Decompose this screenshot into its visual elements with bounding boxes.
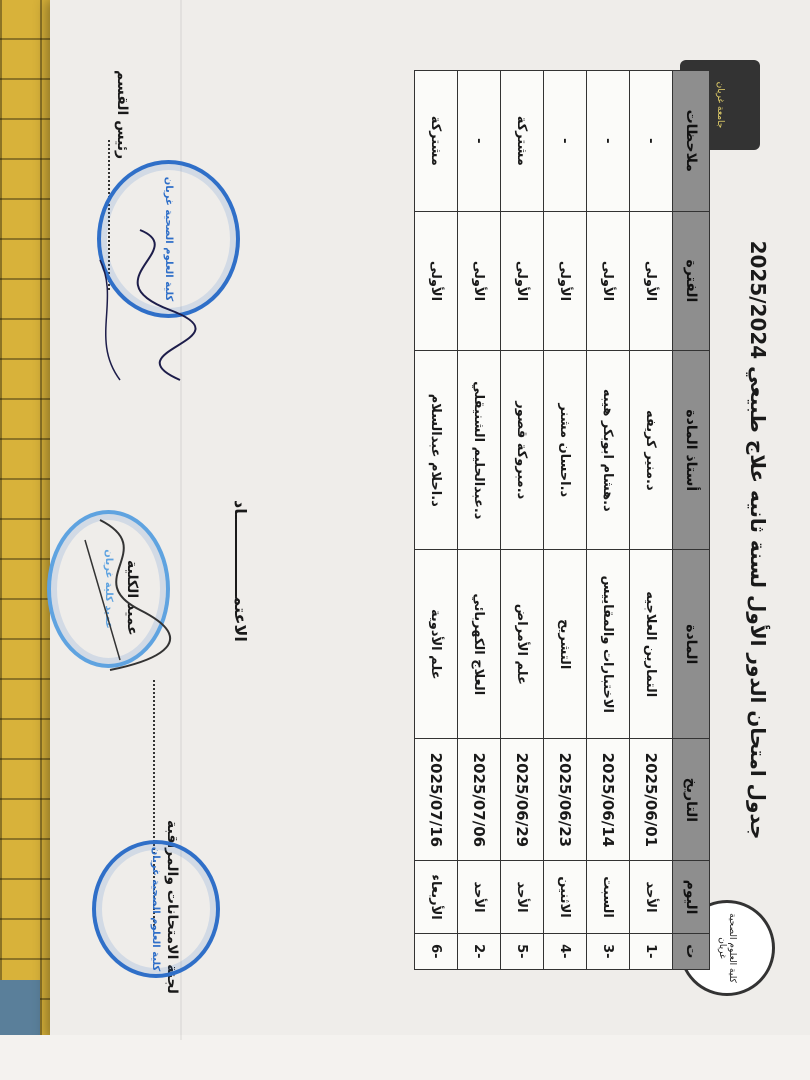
cell-note: - [587, 71, 630, 212]
faculty-stamp-top [92, 840, 220, 978]
cell-date: 2025/06/23 [544, 739, 587, 861]
cell-period: الأولى [587, 211, 630, 351]
cell-number: -6 [415, 933, 458, 969]
cell-day: الأربعاء [415, 861, 458, 933]
header-date: التاريخ [673, 739, 710, 861]
table-row [501, 71, 544, 970]
table-row [587, 71, 630, 970]
cell-period: الأولى [630, 211, 673, 351]
cell-period: الأولى [501, 211, 544, 351]
table-row [458, 71, 501, 970]
table-row [630, 71, 673, 970]
cell-number: -4 [544, 933, 587, 969]
cell-subject: علم الأدوية [415, 550, 458, 739]
dean-signature [70, 510, 180, 680]
cell-professor: د.احسان مشنر [544, 351, 587, 550]
approval-label: الاعتمـــــــــــــــاد [231, 500, 250, 642]
cell-note: - [458, 71, 501, 212]
rotated-document [40, 40, 780, 1040]
cell-note: - [544, 71, 587, 212]
header-notes: ملاحظات [673, 71, 710, 212]
cell-subject: الاختبارات والمقاييس [587, 550, 630, 739]
cell-professor: د.احلام عبدالسلام [415, 351, 458, 550]
cell-professor: د.عبدالحليم الشنيقلي [458, 351, 501, 550]
cell-day: الاثنين [544, 861, 587, 933]
paper-edge [0, 1035, 810, 1080]
cell-professor: د.هشام ابوبكر هيبه [587, 351, 630, 550]
cell-number: -1 [630, 933, 673, 969]
committee-label: لجنة الامتحانات والمراقبة [164, 820, 180, 994]
head-of-department-label: رئيس القسم [114, 70, 130, 160]
cell-number: -3 [587, 933, 630, 969]
cell-day: الأحد [630, 861, 673, 933]
cell-date: 2025/07/06 [458, 739, 501, 861]
header-number: ت [673, 933, 710, 969]
header-professor: أستاذ المادة [673, 351, 710, 550]
dean-label: عميد الكلية [124, 560, 140, 636]
dean-stamp-text: عميد كلية غريان [103, 549, 114, 629]
page-title: جدول امتحان الدور الأول لسنة ثانيه علاج طبيعي 2025/2024 [746, 240, 770, 840]
cell-period: الأولى [415, 211, 458, 351]
cell-period: الأولى [544, 211, 587, 351]
table-row [415, 71, 458, 970]
cell-number: -2 [458, 933, 501, 969]
cell-date: 2025/06/29 [501, 739, 544, 861]
header-subject: المادة [673, 550, 710, 739]
table-row [544, 71, 587, 970]
cell-note: مشتركة [415, 71, 458, 212]
cell-day: الأحد [501, 861, 544, 933]
header-day: اليوم [673, 861, 710, 933]
cell-subject: التمارين العلاجيه [630, 550, 673, 739]
cell-date: 2025/07/16 [415, 739, 458, 861]
exam-schedule-table [414, 70, 710, 970]
faculty-stamp-top-text: كلية العلوم الصحية غريان [150, 846, 162, 972]
cell-professor: د.منير كريفه [630, 351, 673, 550]
cell-subject: علم الأمراض [501, 550, 544, 739]
cell-note: - [630, 71, 673, 212]
cell-day: السبت [587, 861, 630, 933]
university-logo-text: جامعة غريان [715, 81, 725, 129]
header-period: الفترة [673, 211, 710, 351]
cell-date: 2025/06/01 [630, 739, 673, 861]
cell-date: 2025/06/14 [587, 739, 630, 861]
cell-subject: التشريح [544, 550, 587, 739]
cell-subject: العلاج الكهربائي [458, 550, 501, 739]
cell-period: الأولى [458, 211, 501, 351]
faculty-stamp-bottom-text: كلية العلوم الصحية غريان [163, 176, 174, 302]
cell-day: الأحد [458, 861, 501, 933]
head-signature [80, 220, 200, 390]
cell-note: مشتركة [501, 71, 544, 212]
cell-number: -5 [501, 933, 544, 969]
cell-professor: د.مبروكة قصور [501, 351, 544, 550]
table-header-row [673, 71, 710, 970]
faculty-logo-text: كلية العلوم الصحية غريان [717, 913, 737, 983]
